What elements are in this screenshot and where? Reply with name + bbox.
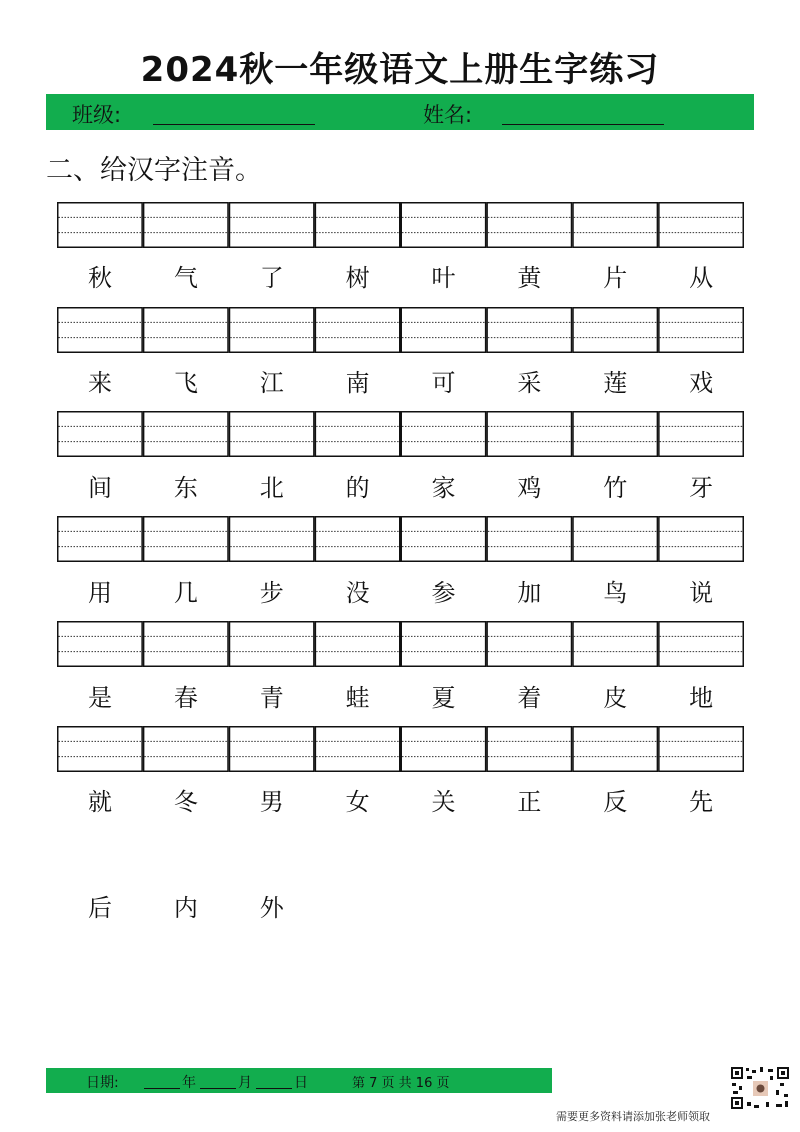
pinyin-cell[interactable] bbox=[573, 412, 657, 457]
footer-bar bbox=[46, 1068, 552, 1093]
hanzi-character: 黄 bbox=[517, 264, 542, 292]
hanzi-character: 加 bbox=[517, 579, 542, 607]
hanzi-character: 夏 bbox=[431, 684, 456, 712]
pinyin-cell[interactable] bbox=[230, 517, 314, 562]
hanzi-character: 鸟 bbox=[603, 579, 628, 607]
pinyin-cell[interactable] bbox=[230, 308, 314, 353]
pinyin-cell[interactable] bbox=[659, 203, 743, 248]
character-row bbox=[57, 784, 744, 820]
hanzi-character: 地 bbox=[689, 684, 714, 712]
page-number: 第 7 页 共 16 页 bbox=[352, 1076, 450, 1091]
pinyin-cell[interactable] bbox=[487, 727, 571, 772]
pinyin-cell[interactable] bbox=[315, 203, 399, 248]
pinyin-cell[interactable] bbox=[573, 727, 657, 772]
pinyin-cell[interactable] bbox=[573, 622, 657, 667]
info-bar bbox=[46, 94, 754, 130]
pinyin-cell[interactable] bbox=[401, 412, 485, 457]
hanzi-character: 着 bbox=[517, 684, 542, 712]
hanzi-character: 蛙 bbox=[345, 684, 370, 712]
hanzi-character: 青 bbox=[259, 684, 284, 712]
hanzi-character: 江 bbox=[259, 369, 284, 397]
hanzi-character: 间 bbox=[87, 474, 112, 502]
hanzi-character: 后 bbox=[87, 894, 112, 922]
hanzi-character: 的 bbox=[345, 474, 370, 502]
hanzi-character: 秋 bbox=[87, 264, 112, 292]
hanzi-character: 南 bbox=[345, 369, 370, 397]
hanzi-character: 反 bbox=[603, 788, 628, 816]
character-row bbox=[57, 260, 744, 296]
hanzi-character: 关 bbox=[431, 788, 456, 816]
pinyin-cell[interactable] bbox=[401, 203, 485, 248]
hanzi-character: 莲 bbox=[603, 369, 628, 397]
pinyin-cell[interactable] bbox=[487, 203, 571, 248]
hanzi-character: 戏 bbox=[689, 369, 714, 397]
section-heading: 二、给汉字注音。 bbox=[46, 155, 262, 186]
class-label: 班级: bbox=[72, 103, 122, 127]
hanzi-character: 树 bbox=[345, 264, 370, 292]
pinyin-cell[interactable] bbox=[659, 517, 743, 562]
hanzi-character: 先 bbox=[689, 788, 714, 816]
pinyin-cell[interactable] bbox=[487, 412, 571, 457]
hanzi-character: 女 bbox=[345, 788, 370, 816]
hanzi-character: 内 bbox=[173, 894, 198, 922]
pinyin-cell[interactable] bbox=[315, 517, 399, 562]
bottom-note: 需要更多资料请添加张老师领取 bbox=[556, 1110, 710, 1123]
pinyin-cell[interactable] bbox=[315, 412, 399, 457]
pinyin-cell[interactable] bbox=[144, 622, 228, 667]
day-blank[interactable] bbox=[256, 1088, 292, 1089]
pinyin-cell[interactable] bbox=[230, 727, 314, 772]
pinyin-cell[interactable] bbox=[144, 727, 228, 772]
hanzi-character: 东 bbox=[173, 474, 198, 502]
pinyin-cell[interactable] bbox=[315, 308, 399, 353]
hanzi-character: 采 bbox=[517, 369, 542, 397]
pinyin-grid-row bbox=[57, 307, 744, 353]
month-blank[interactable] bbox=[200, 1088, 236, 1089]
pinyin-cell[interactable] bbox=[58, 622, 142, 667]
hanzi-character: 说 bbox=[689, 579, 714, 607]
hanzi-character: 没 bbox=[345, 579, 370, 607]
character-row bbox=[57, 680, 744, 716]
hanzi-character: 来 bbox=[87, 369, 112, 397]
pinyin-grid-row bbox=[57, 621, 744, 667]
pinyin-cell[interactable] bbox=[58, 517, 142, 562]
hanzi-character: 鸡 bbox=[517, 474, 542, 502]
pinyin-cell[interactable] bbox=[58, 308, 142, 353]
pinyin-cell[interactable] bbox=[573, 308, 657, 353]
pinyin-cell[interactable] bbox=[573, 517, 657, 562]
character-row bbox=[57, 365, 744, 401]
pinyin-grid-row bbox=[57, 411, 744, 457]
pinyin-grid-row bbox=[57, 726, 744, 772]
hanzi-character: 春 bbox=[173, 684, 198, 712]
pinyin-cell[interactable] bbox=[144, 203, 228, 248]
hanzi-character: 用 bbox=[87, 579, 112, 607]
pinyin-cell[interactable] bbox=[58, 203, 142, 248]
pinyin-cell[interactable] bbox=[659, 412, 743, 457]
pinyin-cell[interactable] bbox=[401, 308, 485, 353]
pinyin-cell[interactable] bbox=[315, 727, 399, 772]
pinyin-cell[interactable] bbox=[659, 727, 743, 772]
hanzi-character: 步 bbox=[259, 579, 284, 607]
hanzi-character: 冬 bbox=[173, 788, 198, 816]
character-row bbox=[57, 575, 744, 611]
hanzi-character: 就 bbox=[87, 788, 112, 816]
pinyin-cell[interactable] bbox=[487, 517, 571, 562]
pinyin-cell[interactable] bbox=[230, 412, 314, 457]
month-label: 月 bbox=[238, 1075, 252, 1091]
hanzi-character: 了 bbox=[259, 264, 284, 292]
page-title: 2024秋一年级语文上册生字练习 bbox=[140, 50, 660, 90]
hanzi-character: 竹 bbox=[603, 474, 628, 502]
pinyin-cell[interactable] bbox=[230, 622, 314, 667]
name-blank[interactable] bbox=[502, 124, 664, 125]
qr-code-icon bbox=[730, 1066, 790, 1110]
hanzi-character: 正 bbox=[517, 788, 542, 816]
hanzi-character: 男 bbox=[259, 788, 284, 816]
year-label: 年 bbox=[182, 1075, 196, 1091]
hanzi-character: 叶 bbox=[431, 264, 456, 292]
hanzi-character: 飞 bbox=[173, 369, 198, 397]
pinyin-cell[interactable] bbox=[401, 517, 485, 562]
hanzi-character: 皮 bbox=[603, 684, 628, 712]
pinyin-grid-row bbox=[57, 516, 744, 562]
pinyin-cell[interactable] bbox=[144, 412, 228, 457]
name-label: 姓名: bbox=[423, 103, 473, 127]
hanzi-character: 片 bbox=[603, 264, 628, 292]
pinyin-cell[interactable] bbox=[487, 308, 571, 353]
hanzi-character: 可 bbox=[431, 369, 456, 397]
hanzi-character: 从 bbox=[689, 264, 714, 292]
hanzi-character: 气 bbox=[173, 264, 198, 292]
hanzi-character: 几 bbox=[173, 579, 198, 607]
pinyin-cell[interactable] bbox=[659, 622, 743, 667]
day-label: 日 bbox=[294, 1075, 308, 1091]
pinyin-cell[interactable] bbox=[58, 727, 142, 772]
hanzi-character: 是 bbox=[87, 684, 112, 712]
character-row bbox=[57, 890, 744, 926]
year-blank[interactable] bbox=[144, 1088, 180, 1089]
pinyin-cell[interactable] bbox=[58, 412, 142, 457]
pinyin-cell[interactable] bbox=[144, 517, 228, 562]
pinyin-cell[interactable] bbox=[659, 308, 743, 353]
pinyin-cell[interactable] bbox=[401, 622, 485, 667]
hanzi-character: 家 bbox=[431, 474, 456, 502]
character-row bbox=[57, 470, 744, 506]
pinyin-grid-row bbox=[57, 202, 744, 248]
pinyin-cell[interactable] bbox=[144, 308, 228, 353]
hanzi-character: 牙 bbox=[689, 474, 714, 502]
pinyin-cell[interactable] bbox=[487, 622, 571, 667]
pinyin-cell[interactable] bbox=[315, 622, 399, 667]
pinyin-cell[interactable] bbox=[401, 727, 485, 772]
date-label: 日期: bbox=[86, 1075, 119, 1091]
hanzi-character: 外 bbox=[259, 894, 284, 922]
class-blank[interactable] bbox=[153, 124, 315, 125]
hanzi-character: 参 bbox=[431, 579, 456, 607]
pinyin-cell[interactable] bbox=[573, 203, 657, 248]
hanzi-character: 北 bbox=[259, 474, 284, 502]
pinyin-cell[interactable] bbox=[230, 203, 314, 248]
